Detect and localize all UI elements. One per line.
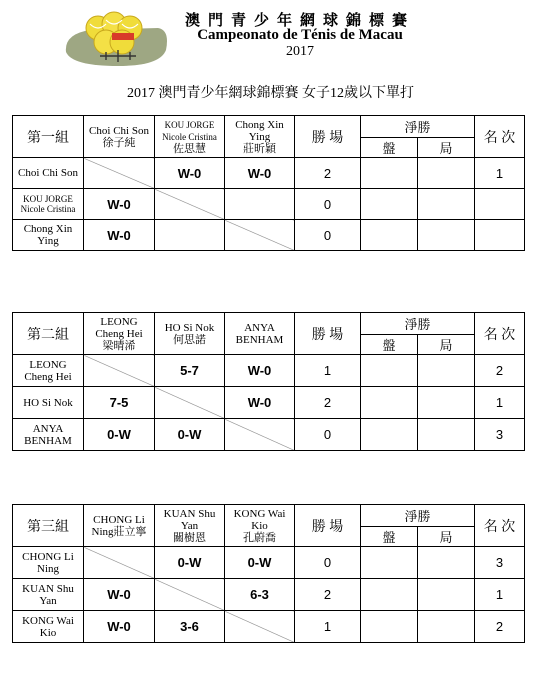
column-player-2: KUAN Shu Yan 關樹恩 [155, 505, 225, 547]
self-match-cell [225, 611, 295, 643]
sets-value [361, 419, 418, 451]
self-match-cell [84, 158, 155, 189]
sets-value [361, 579, 418, 611]
net-header: 淨勝 [361, 116, 475, 138]
self-match-cell [225, 220, 295, 251]
match-result: 0-W [155, 419, 225, 451]
table-row [13, 419, 525, 451]
group-name: 第三組 [13, 505, 84, 547]
wins-header: 勝 場 [295, 505, 361, 547]
games-value [418, 419, 475, 451]
rank-header: 名 次 [475, 116, 525, 158]
column-player-1: Choi Chi Son 徐子純 [84, 116, 155, 158]
table-row [13, 547, 525, 579]
games-value [418, 355, 475, 387]
group-table-2 [12, 312, 525, 451]
table-row [13, 158, 525, 189]
wins-value: 0 [295, 220, 361, 251]
games-value [418, 189, 475, 220]
wins-value: 0 [295, 419, 361, 451]
rank-value: 1 [475, 158, 525, 189]
sets-value [361, 547, 418, 579]
table-row [13, 611, 525, 643]
rank-value [475, 189, 525, 220]
sets-value [361, 387, 418, 419]
sets-value [361, 158, 418, 189]
table-row [13, 355, 525, 387]
wins-value: 1 [295, 611, 361, 643]
match-result: W-0 [225, 355, 295, 387]
table-row [13, 387, 525, 419]
match-result: W-0 [84, 189, 155, 220]
sets-value [361, 611, 418, 643]
group-table-3 [12, 504, 525, 643]
title-portuguese: Campeonato de Ténis de Macau [197, 27, 403, 43]
rank-value: 3 [475, 419, 525, 451]
match-result: W-0 [225, 158, 295, 189]
games-header: 局 [418, 527, 475, 547]
column-player-3: ANYA BENHAM [225, 313, 295, 355]
row-player: LEONG Cheng Hei [13, 355, 84, 387]
sets-value [361, 189, 418, 220]
row-player: KUAN Shu Yan [13, 579, 84, 611]
column-player-3: Chong Xin Ying 莊昕穎 [225, 116, 295, 158]
self-match-cell [84, 355, 155, 387]
column-player-1: LEONG Cheng Hei 梁晴浠 [84, 313, 155, 355]
self-match-cell [225, 419, 295, 451]
row-player: KOU JORGE Nicole Cristina [13, 189, 84, 220]
rank-header: 名 次 [475, 505, 525, 547]
match-result [225, 189, 295, 220]
group-name: 第二組 [13, 313, 84, 355]
column-player-2: HO Si Nok 何思諾 [155, 313, 225, 355]
self-match-cell [155, 579, 225, 611]
row-player: HO Si Nok [13, 387, 84, 419]
rank-value: 2 [475, 355, 525, 387]
net-header: 淨勝 [361, 505, 475, 527]
match-result: W-0 [84, 611, 155, 643]
match-result: W-0 [84, 579, 155, 611]
wins-value: 2 [295, 387, 361, 419]
self-match-cell [155, 189, 225, 220]
row-player: ANYA BENHAM [13, 419, 84, 451]
row-player: CHONG Li Ning [13, 547, 84, 579]
sets-header: 盤 [361, 335, 418, 355]
sets-value [361, 355, 418, 387]
wins-header: 勝 場 [295, 116, 361, 158]
games-value [418, 579, 475, 611]
match-result: 3-6 [155, 611, 225, 643]
sets-header: 盤 [361, 138, 418, 158]
games-value [418, 158, 475, 189]
wins-header: 勝 場 [295, 313, 361, 355]
rank-header: 名 次 [475, 313, 525, 355]
rank-value: 1 [475, 387, 525, 419]
match-result: 0-W [84, 419, 155, 451]
wins-value: 1 [295, 355, 361, 387]
column-player-2: KOU JORGE Nicole Cristina 佐思慧 [155, 116, 225, 158]
match-result: W-0 [225, 387, 295, 419]
group-table-1 [12, 115, 525, 251]
wins-value: 2 [295, 158, 361, 189]
match-result: 0-W [225, 547, 295, 579]
wins-value: 0 [295, 547, 361, 579]
games-header: 局 [418, 138, 475, 158]
rank-value: 2 [475, 611, 525, 643]
match-result: W-0 [155, 158, 225, 189]
self-match-cell [84, 547, 155, 579]
row-player: Chong Xin Ying [13, 220, 84, 251]
table-row [13, 579, 525, 611]
title-chinese: 澳門青少年網球錦標賽 [184, 11, 415, 29]
net-header: 淨勝 [361, 313, 475, 335]
rank-value: 1 [475, 579, 525, 611]
match-result [155, 220, 225, 251]
row-player: Choi Chi Son [13, 158, 84, 189]
column-player-1: CHONG Li Ning莊立寧 [84, 505, 155, 547]
match-result: W-0 [84, 220, 155, 251]
wins-value: 0 [295, 189, 361, 220]
match-result: 7-5 [84, 387, 155, 419]
rank-value: 3 [475, 547, 525, 579]
table-row [13, 220, 525, 251]
games-header: 局 [418, 335, 475, 355]
match-result: 0-W [155, 547, 225, 579]
self-match-cell [155, 387, 225, 419]
match-result: 5-7 [155, 355, 225, 387]
row-player: KONG Wai Kio [13, 611, 84, 643]
sets-header: 盤 [361, 527, 418, 547]
group-name: 第一組 [13, 116, 84, 158]
sets-value [361, 220, 418, 251]
wins-value: 2 [295, 579, 361, 611]
games-value [418, 611, 475, 643]
table-row [13, 189, 525, 220]
title-year: 2017 [286, 44, 314, 59]
games-value [418, 220, 475, 251]
games-value [418, 547, 475, 579]
games-value [418, 387, 475, 419]
column-player-3: KONG Wai Kio 孔蔚喬 [225, 505, 295, 547]
rank-value [475, 220, 525, 251]
match-result: 6-3 [225, 579, 295, 611]
event-subtitle: 2017 澳門青少年網球錦標賽 女子12歲以下單打 [127, 86, 414, 101]
